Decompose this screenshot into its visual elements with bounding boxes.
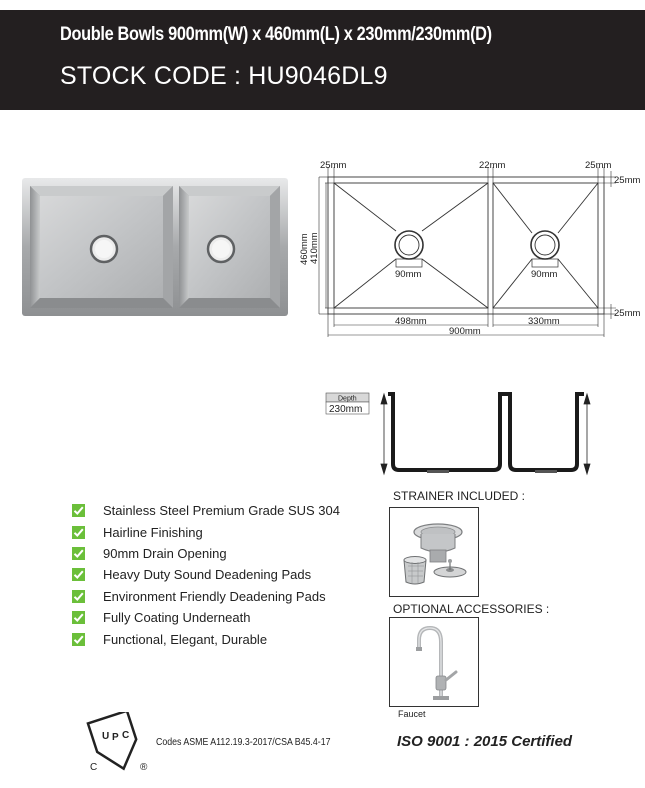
dim-inner-height: 410mm xyxy=(309,232,320,264)
faucet-image xyxy=(390,618,478,706)
feature-item xyxy=(72,564,340,585)
check-icon xyxy=(72,568,85,581)
registered-mark: ® xyxy=(140,762,148,773)
feature-item xyxy=(72,607,340,628)
feature-text: Hairline Finishing xyxy=(103,524,203,540)
dim-outer-height: 460mm xyxy=(299,233,310,265)
check-icon xyxy=(72,547,85,560)
feature-text: Environment Friendly Deadening Pads xyxy=(103,588,326,604)
c-mark: C xyxy=(90,762,98,773)
depth-caption: Depth xyxy=(338,395,357,403)
upc-logo xyxy=(86,712,156,774)
faucet-label: Faucet xyxy=(398,709,426,719)
dim-center-wall: 22mm xyxy=(479,160,506,171)
check-icon xyxy=(72,590,85,603)
feature-item xyxy=(72,586,340,607)
header-banner xyxy=(0,10,645,110)
dim-right-bowl-width: 330mm xyxy=(528,316,560,327)
feature-item xyxy=(72,543,340,564)
upc-letter-p: P xyxy=(112,732,119,743)
dim-left-drain: 90mm xyxy=(395,269,422,280)
dim-bottom-wall: 25mm xyxy=(614,308,641,319)
right-bowl-section xyxy=(505,394,584,470)
feature-text: Heavy Duty Sound Deadening Pads xyxy=(103,567,312,583)
upc-letter-c: C xyxy=(122,730,130,741)
check-icon xyxy=(72,611,85,624)
product-title: Double Bowls 900mm(W) x 460mm(L) x 230mm/230mm(D) xyxy=(60,24,492,45)
feature-text: Functional, Elegant, Durable xyxy=(103,631,268,647)
left-bowl-section xyxy=(388,394,505,470)
dim-total-width: 900mm xyxy=(449,326,481,337)
dim-right-drain: 90mm xyxy=(531,269,558,280)
dim-top-wall: 25mm xyxy=(614,175,641,186)
feature-text: 90mm Drain Opening xyxy=(103,545,227,561)
codes-text: Codes ASME A112.19.3-2017/CSA B45.4-17 xyxy=(156,737,331,748)
accessories-heading: OPTIONAL ACCESSORIES : xyxy=(393,602,550,616)
feature-text: Stainless Steel Premium Grade SUS 304 xyxy=(103,503,340,519)
feature-item xyxy=(72,500,340,521)
depth-section xyxy=(322,386,602,476)
dimension-drawing xyxy=(298,157,645,342)
strainer-image xyxy=(390,508,478,596)
dim-left-wall: 25mm xyxy=(320,160,347,171)
check-icon xyxy=(72,633,85,646)
sink-photo xyxy=(22,178,288,316)
dim-left-bowl-width: 498mm xyxy=(395,316,427,327)
strainer-heading: STRAINER INCLUDED : xyxy=(393,489,526,503)
stock-code: STOCK CODE : HU9046DL9 xyxy=(60,62,388,90)
iso-certification: ISO 9001 : 2015 Certified xyxy=(397,733,573,750)
dim-right-wall: 25mm xyxy=(585,160,612,171)
feature-item xyxy=(72,521,340,542)
feature-text: Fully Coating Underneath xyxy=(103,610,251,626)
sink-outline xyxy=(328,177,604,314)
depth-value: 230mm xyxy=(329,404,363,415)
strainer-image-box xyxy=(389,507,479,597)
feature-list xyxy=(72,500,340,650)
check-icon xyxy=(72,504,85,517)
faucet-image-box xyxy=(389,617,479,707)
check-icon xyxy=(72,526,85,539)
feature-item xyxy=(72,628,340,649)
upc-letter-u: U xyxy=(102,731,110,742)
